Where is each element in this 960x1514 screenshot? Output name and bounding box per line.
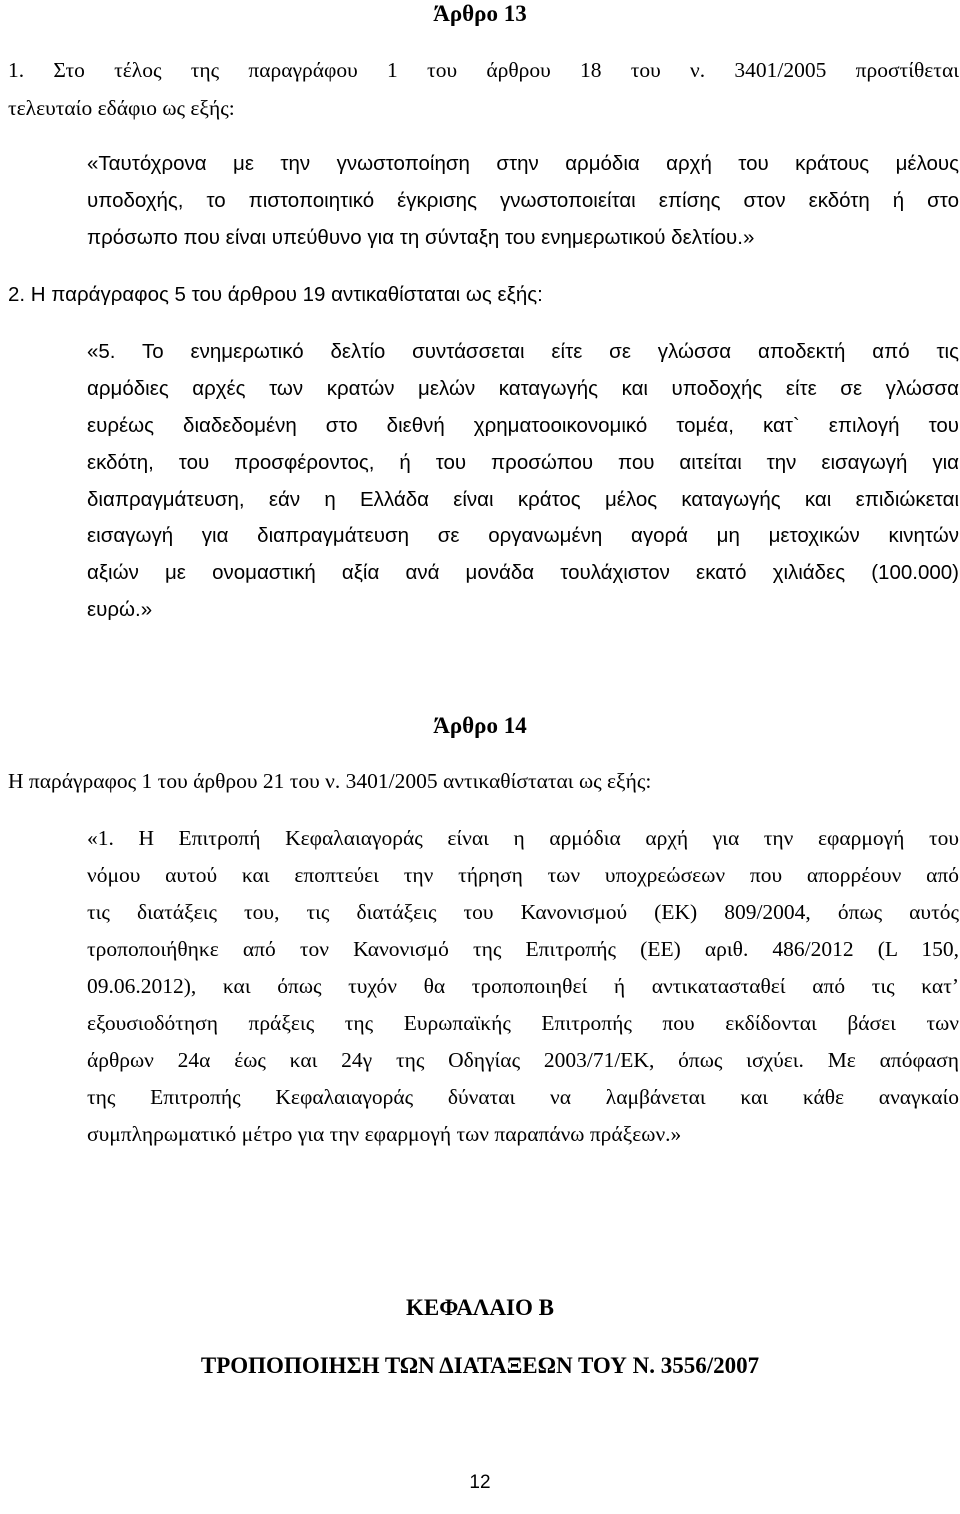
article-14-quote-line-4: τροποποιήθηκε από τον Κανονισμό της Επιτροπής (ΕΕ) αριθ. 486/2012 (L 150,: [87, 937, 959, 961]
article-14-quote-line-3: τις διατάξεις του, τις διατάξεις του Κανονισμού (ΕΚ) 809/2004, όπως αυτός: [87, 900, 959, 924]
article-13-quote-2-line-5: διαπραγμάτευση, εάν η Ελλάδα είναι κράτος μέλος καταγωγής και επιδιώκεται: [87, 488, 959, 511]
article-14-quote-line-8: της Επιτροπής Κεφαλαιαγοράς δύναται να λαμβάνεται και κάθε αναγκαίο: [87, 1085, 959, 1109]
chapter-subtitle: ΤΡΟΠΟΠΟΙΗΣΗ ΤΩΝ ΔΙΑΤΑΞΕΩΝ ΤΟΥ Ν. 3556/2007: [200, 1353, 760, 1378]
article-14-intro: Η παράγραφος 1 του άρθρου 21 του ν. 3401/2005 αντικαθίσταται ως εξής:: [8, 769, 652, 793]
article-13-quote-2-line-7: αξιών με ονομαστική αξία ανά μονάδα τουλάχιστον εκατό χιλιάδες (100.000): [87, 561, 959, 584]
article-13-quote-2-line-2: αρμόδιες αρχές των κρατών μελών καταγωγής και υποδοχής είτε σε γλώσσα: [87, 377, 959, 400]
article-13-paragraph-1-line-1: 1. Στο τέλος της παραγράφου 1 του άρθρου 18 του ν. 3401/2005 προστίθεται: [8, 58, 959, 82]
chapter-title: ΚΕΦΑΛΑΙΟ Β: [406, 1295, 554, 1320]
article-13-quote-1-line-2: υποδοχής, το πιστοποιητικό έγκρισης γνωστοποιείται επίσης στον εκδότη ή στο: [87, 189, 959, 212]
article-13-paragraph-2: 2. Η παράγραφος 5 του άρθρου 19 αντικαθίσταται ως εξής:: [8, 283, 543, 306]
article-13-quote-2-line-3: ευρέως διαδεδομένη στο διεθνή χρηματοοικονομικό τομέα, κατ` επιλογή του: [87, 414, 959, 437]
article-13-quote-2-line-8: ευρώ.»: [87, 598, 153, 621]
article-13-quote-2-line-4: εκδότη, του προσφέροντος, ή του προσώπου που αιτείται την εισαγωγή για: [87, 451, 959, 474]
article-14-quote-line-6: εξουσιοδότηση πράξεις της Ευρωπαϊκής Επιτροπής που εκδίδονται βάσει των: [87, 1011, 959, 1035]
article-13-quote-1-line-3: πρόσωπο που είναι υπεύθυνο για τη σύνταξη του ενημερωτικού δελτίου.»: [87, 226, 755, 249]
article-13-title: Άρθρο 13: [433, 1, 527, 26]
article-13-quote-2-line-6: εισαγωγή για διαπραγμάτευση σε οργανωμένη αγορά μη μετοχικών κινητών: [87, 524, 959, 547]
article-14-quote-line-7: άρθρων 24α έως και 24γ της Οδηγίας 2003/71/ΕΚ, όπως ισχύει. Με απόφαση: [87, 1048, 959, 1072]
article-14-quote-line-1: «1. Η Επιτροπή Κεφαλαιαγοράς είναι η αρμόδια αρχή για την εφαρμογή του: [87, 826, 959, 850]
article-13-quote-2-line-1: «5. Το ενημερωτικό δελτίο συντάσσεται είτε σε γλώσσα αποδεκτή από τις: [87, 340, 959, 363]
page-number: 12: [469, 1472, 491, 1493]
article-14-quote-line-9: συμπληρωματικό μέτρο για την εφαρμογή των παραπάνω πράξεων.»: [87, 1122, 682, 1146]
article-14-quote-line-5: 09.06.2012), και όπως τυχόν θα τροποποιηθεί ή αντικατασταθεί από τις κατ’: [87, 974, 959, 998]
article-13-quote-1-line-1: «Ταυτόχρονα με την γνωστοποίηση στην αρμόδια αρχή του κράτους μέλους: [87, 152, 959, 175]
article-14-quote-line-2: νόμου αυτού και εποπτεύει την τήρηση των υποχρεώσεων που απορρέουν από: [87, 863, 959, 887]
article-13-paragraph-1-line-2: τελευταίο εδάφιο ως εξής:: [8, 96, 235, 120]
article-14-title: Άρθρο 14: [433, 713, 527, 738]
